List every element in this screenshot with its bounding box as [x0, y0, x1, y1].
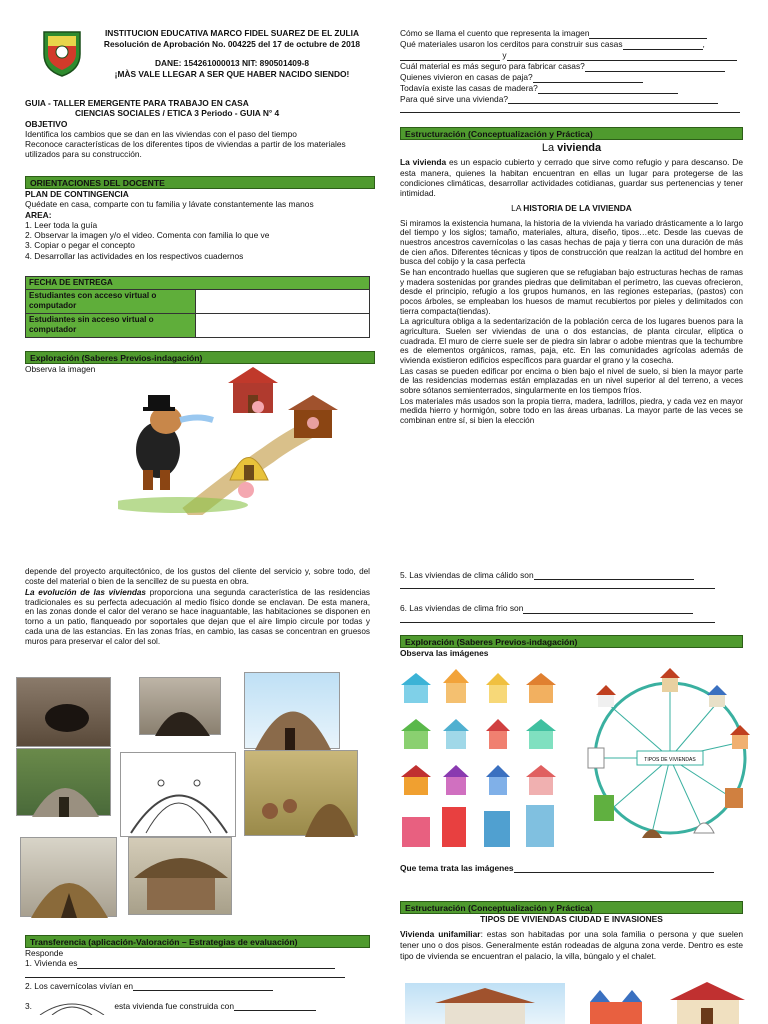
mammoth-bone-sketch	[120, 752, 236, 837]
continuation-paragraph: depende del proyecto arquitectónico, de los gustos del cliente del servicio y, sobre todo, del coste del material o bien de la sencillez de su puesta en obra.	[25, 567, 370, 586]
section-bar-teacher: ORIENTACIONES DEL DOCENTE	[25, 176, 375, 189]
delivery-cell-no-virtual[interactable]	[196, 314, 370, 338]
history-p4: Las casas se pueden edificar por encima o bien bajo el nivel de suelo, si bien la mayor parte de las residencias modernas están emplazadas en un nivel superior al del terreno, a veces sobre sótanos semienterrados, singularmente en los tiempos fríos.	[400, 366, 743, 396]
question-safest-material: Cuál material es más seguro para fabricar casas?	[400, 61, 740, 72]
vivienda-definition: La vivienda es un espacio cubierto y cerrado que sirve como refugio y para descanso. De esta manera, quienes la habitan encuentran en ellas un lugar para protegerse de las condiciones climáticas, desarrollar actividades cotidianas, guardar sus pertenencias y tener intimidad.	[400, 157, 743, 199]
stone-hut-photo	[244, 672, 340, 749]
school-logo	[40, 28, 84, 78]
answer-line[interactable]	[400, 104, 740, 113]
objective-label: OBJETIVO	[25, 118, 68, 129]
delivery-cell-virtual[interactable]	[196, 290, 370, 314]
transfer-question-2: 2. Los cavernícolas vivían en	[25, 981, 370, 991]
answer-line[interactable]	[400, 52, 500, 61]
answer-line[interactable]	[534, 571, 694, 580]
history-p3: La agricultura obliga a la sedentarización de la población cerca de los lugares buenos para la agricultura. Suelen ser viviendas de una o dos estancias, de planta circular, elíptica o cuadrada. El muro de cierre suele ser de piedra sin labrar o adobe mientras que la techumbre es de elementos orgánicos, ramas, paja, etc. En las comunidades agrícolas además de vivienda existieron edificios específicos para guardar el grano y la cosecha.	[400, 317, 743, 366]
area-label: AREA:	[25, 209, 52, 220]
single-family-definition: Vivienda unifamiliar: estas son habitadas por una sola familia o persona y que suelen tener uno o dos pisos. Generalmente están rodeadas de alguna zona verde. Dentro es este tipo de vivienda se encuentran el palacio, la villa, búngalo y el chalet.	[400, 929, 743, 962]
observe-instruction: Observa la imagen	[25, 364, 96, 374]
history-heading: LA HISTORIA DE LA VIVIENDA	[511, 203, 632, 214]
heading-vivienda: La vivienda	[541, 142, 602, 154]
history-body	[400, 219, 743, 426]
question-straw-houses: Quienes vivieron en casas de paja?	[400, 72, 740, 83]
round-hut-photo	[128, 837, 232, 915]
answer-line[interactable]	[623, 41, 703, 50]
plan-label: PLAN DE CONTINGENCIA	[25, 189, 129, 199]
transfer-question-1: 1. Vivienda es	[25, 958, 370, 968]
question-wood-houses: Todavía existe las casas de madera?	[400, 83, 740, 94]
section-bar-exploration-2: Exploración (Saberes Previos-indagación)	[400, 635, 743, 648]
objective-1: Identifica los cambios que se dan en las viviendas con el paso del tiempo	[25, 128, 297, 139]
answer-line[interactable]	[533, 74, 643, 83]
answer-line[interactable]	[514, 864, 714, 873]
history-p5: Los materiales más usados son la propia tierra, madera, ladrillos, piedra, y cada vez en mayor medida hierro y hormigón, sobre todo en las áreas urbanas. La mayor parte de las veces se combinan entre sí, si bien la elección	[400, 396, 743, 426]
answer-line[interactable]	[400, 614, 715, 623]
cave-photo-1	[16, 677, 111, 747]
cave-photo-2	[139, 677, 221, 735]
stone-shelter-photo	[16, 748, 111, 816]
plan-text: Quédate en casa, comparte con tu familia y lávate constantemente las manos	[25, 199, 314, 210]
guide-title: GUIA - TALLER EMERGENTE PARA TRABAJO EN CASA	[25, 98, 249, 108]
section-bar-transfer: Transferencia (aplicación-Valoración – Estrategias de evaluación)	[25, 935, 370, 948]
answer-line[interactable]	[133, 982, 273, 991]
palace-illustration	[580, 988, 652, 1024]
single-family-house-photo	[405, 983, 565, 1024]
answer-line[interactable]	[507, 52, 737, 61]
history-p2: Se han encontrado huellas que sugieren que se refugiaban bajo estructuras hechas de ramas y madera sostenidas por grandes piedras que delimitaban el perímetro, las cuevas ofrecieron, desde el principio, refugio a los grupos humanos, en las regiones esteparias, (pastos) con pocos árboles, se empleaban los huesos de mamut recubiertos por pieles y delimitados con tierra compacta(tiendas).	[400, 268, 743, 316]
objective-2: Reconoce características de los diferentes tipos de viviendas a partir de los materiales utilizados para su construcción.	[25, 139, 346, 160]
mammoth-hut-thumbnail	[37, 993, 107, 1015]
answer-line[interactable]	[589, 30, 707, 39]
question-cold-climate: 6. Las viviendas de clima frio son	[400, 603, 743, 613]
delivery-header: FECHA DE ENTREGA	[26, 277, 370, 290]
question-story-name: Cómo se llama el cuento que representa la imagen	[400, 28, 740, 39]
answer-line[interactable]	[25, 969, 345, 978]
house-icons-grid	[398, 663, 568, 853]
question-materials-cont: y	[400, 50, 740, 61]
delivery-table	[25, 276, 370, 338]
answer-line[interactable]	[234, 1002, 316, 1011]
straw-hut-photo	[20, 837, 117, 917]
answer-line[interactable]	[400, 580, 715, 589]
housing-types-diagram	[582, 663, 756, 859]
evolution-paragraph: La evolución de las viviendas proporciona una segunda característica de las residencias tradicionales es su perfecta adecuación al medio físico donde se enclavan. De esta manera, en las zonas donde el calor del verano se hace inaguantable, las habitaciones se disponen en torno a un patio, flanqueado por soportales que dejan que el aire limpio circule por todas y cada una de las estancias. En las zonas frías, en cambio, las casas se concentran en gruesos muros para preservar el calor del sol.	[25, 587, 370, 646]
question-warm-climate: 5. Las viviendas de clima cálido son	[400, 570, 743, 580]
answer-line[interactable]	[508, 95, 718, 104]
delivery-row-virtual: Estudiantes con acceso virtual o computador	[26, 290, 196, 314]
guide-subtitle: CIENCIAS SOCIALES / ETICA 3 Periodo - GUIA N° 4	[75, 108, 280, 119]
housing-types-title: TIPOS DE VIVIENDAS CIUDAD E INVASIONES	[480, 914, 663, 924]
answer-line[interactable]	[538, 85, 678, 94]
observe-images-instruction: Observa las imágenes	[400, 648, 489, 658]
question-image-topic: Que tema trata las imágenes	[400, 863, 743, 873]
step-4: 4. Desarrollar las actividades en los respectivos cuadernos	[25, 250, 244, 261]
section-bar-structuring-2: Estructuración (Conceptualización y Práctica)	[400, 901, 743, 914]
respond-label: Responde	[25, 948, 64, 958]
answer-line[interactable]	[77, 960, 335, 969]
step-3: 3. Copiar o pegar el concepto	[25, 240, 135, 251]
institution-name: INSTITUCION EDUCATIVA MARCO FIDEL SUAREZ DE EL ZULIA	[104, 28, 360, 38]
history-p1: Si miramos la existencia humana, la historia de la vivienda ha variado drásticamente a lo largo del tiempo y los siglos; tamaño, materiales, altura, diseño, tipos…etc. Desde las cuevas de nuestros ancestros cavernícolas o las casas hechas de paja y tierra con una duración de más de cien años. Diferentes técnicas y tipos de construcción que realzan la actitud del hombre en busca del cobijo y la casa perfecta	[400, 218, 743, 267]
resolution-text: Resolución de Aprobación No. 004225 del 17 de octubre de 2018	[103, 38, 361, 49]
question-purpose: Para qué sirve una vivienda?	[400, 94, 740, 105]
transfer-question-3: 3. esta vivienda fue construida con	[25, 1001, 370, 1011]
answer-line[interactable]	[523, 605, 693, 614]
diagram-center-label: TIPOS DE VIVIENDAS	[644, 757, 696, 763]
prehistoric-village-illustration	[244, 750, 358, 836]
chalet-illustration	[665, 980, 750, 1024]
section-bar-structuring-1: Estructuración (Conceptualización y Práctica)	[400, 127, 743, 140]
step-2: 2. Observar la imagen y/o el video. Comenta con familia lo que ve	[25, 230, 270, 240]
delivery-row-no-virtual: Estudiantes sin acceso virtual o computador	[26, 314, 196, 338]
answer-line[interactable]	[585, 63, 725, 72]
step-1: 1. Leer toda la guía	[25, 219, 98, 230]
three-pigs-illustration	[118, 365, 348, 515]
question-materials: Qué materiales usaron los cerditos para construir sus casas ,	[400, 38, 705, 49]
motto: ¡MÀS VALE LLEGAR A SER QUE HABER NACIDO SIENDO!	[114, 68, 350, 79]
section-bar-exploration-1: Exploración (Saberes Previos-indagación)	[25, 351, 375, 364]
dane-nit: DANE: 154261000013 NIT: 890501409-8	[154, 58, 310, 68]
